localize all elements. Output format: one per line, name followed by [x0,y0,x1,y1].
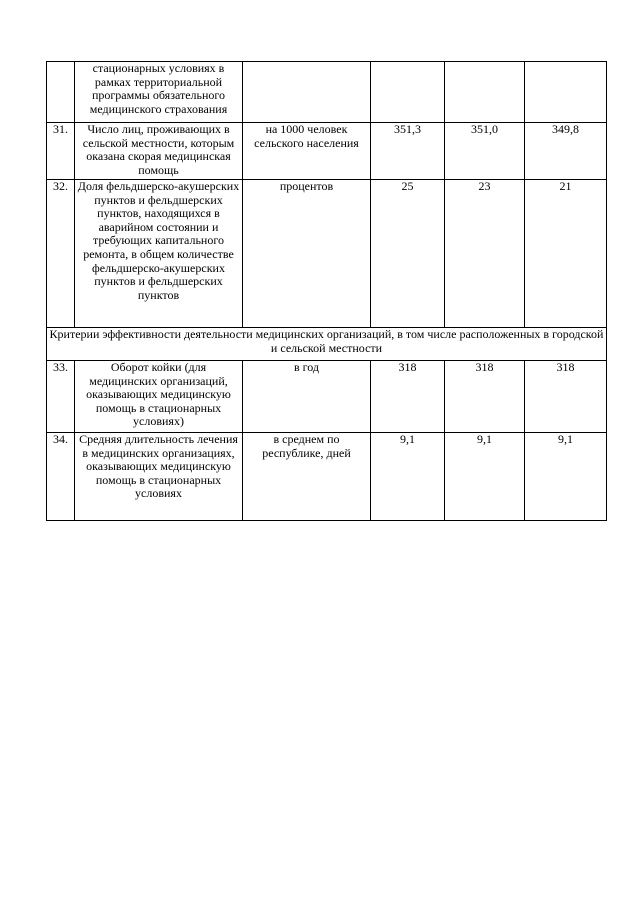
section-header: Критерии эффективности деятельности медицинских организаций, в том числе расположенных в городской и сельской местности [47,328,607,361]
value-cell: 349,8 [525,123,607,180]
indicators-table [46,61,607,521]
row-number: 34. [47,433,75,521]
indicator-name: Число лиц, проживающих в сельской местности, которым оказана скорая медицинская помощь [75,123,243,180]
table-row [47,433,607,521]
indicator-name: Средняя длительность лечения в медицинских организациях, оказывающих медицинскую помощь в стационарных условиях [75,433,243,521]
value-cell: 318 [371,361,445,433]
value-cell: 9,1 [445,433,525,521]
value-cell: 318 [445,361,525,433]
unit-cell: в среднем по республике, дней [243,433,371,521]
value-cell [525,62,607,123]
row-number: 32. [47,180,75,328]
unit-cell: в год [243,361,371,433]
value-cell [445,62,525,123]
table-row [47,123,607,180]
section-header-row [47,328,607,361]
row-number: 31. [47,123,75,180]
unit-cell: процентов [243,180,371,328]
indicator-name: Оборот койки (для медицинских организаций, оказывающих медицинскую помощь в стационарных условиях) [75,361,243,433]
value-cell: 318 [525,361,607,433]
value-cell [371,62,445,123]
indicator-name: стационарных условиях в рамках территориальной программы обязательного медицинского страхования [75,62,243,123]
value-cell: 9,1 [371,433,445,521]
value-cell: 351,3 [371,123,445,180]
unit-cell: на 1000 человек сельского населения [243,123,371,180]
value-cell: 351,0 [445,123,525,180]
unit-cell [243,62,371,123]
value-cell: 25 [371,180,445,328]
table-row [47,180,607,328]
table-row [47,62,607,123]
value-cell: 23 [445,180,525,328]
value-cell: 21 [525,180,607,328]
table-row [47,361,607,433]
indicator-name: Доля фельдшерско-акушерских пунктов и фельдшерских пунктов, находящихся в аварийном состоянии и требующих капитального ремонта, в общем количестве фельдшерско-акушерских пунктов и фельдшерских пунктов [75,180,243,328]
row-number [47,62,75,123]
row-number: 33. [47,361,75,433]
value-cell: 9,1 [525,433,607,521]
